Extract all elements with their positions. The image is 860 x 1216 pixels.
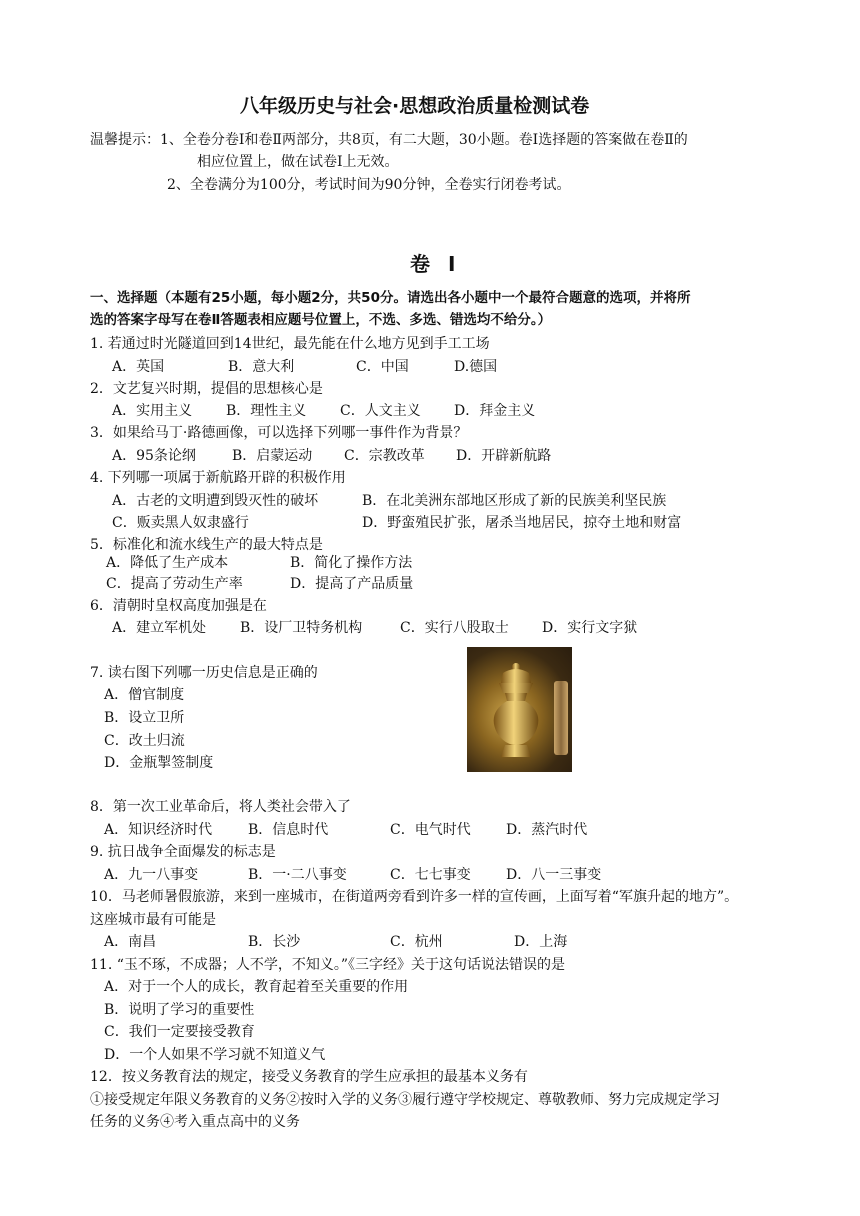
question-1-option-b: B．意大利 (228, 359, 295, 375)
question-11-option-c: C．我们一定要接受教育 (104, 1024, 255, 1040)
question-10-option-a: A．南昌 (104, 934, 157, 950)
question-5-option-c: C．提高了劳动生产率 (106, 576, 243, 592)
question-1-option-a: A．英国 (112, 359, 165, 375)
question-10-stem-2: 这座城市最有可能是 (90, 912, 216, 928)
question-6-stem: 6．清朝时皇权高度加强是在 (90, 598, 267, 614)
question-7-option-d: D．金瓶掣签制度 (104, 755, 214, 771)
question-3-stem: 3．如果给马丁·路德画像，可以选择下列哪一事件作为背景？ (90, 425, 468, 441)
tips-line-2: 相应位置上，做在试卷Ⅰ上无效。 (197, 154, 399, 170)
question-4-stem: 4. 下列哪一项属于新航路开辟的积极作用 (90, 470, 346, 486)
question-8-option-b: B．信息时代 (248, 822, 329, 838)
section-heading: 卷Ⅰ (410, 252, 474, 276)
question-6-option-a: A．建立军机处 (112, 620, 207, 636)
question-11-option-a: A．对于一个人的成长，教育起着至关重要的作用 (104, 979, 409, 995)
golden-urn-icon (485, 661, 547, 761)
question-3-option-a: A．95条论纲 (112, 448, 196, 464)
question-3-option-b: B．启蒙运动 (232, 448, 313, 464)
question-12-line-3: 任务的义务④考入重点高中的义务 (90, 1114, 300, 1130)
tips-line-1: 温馨提示：1、全卷分卷Ⅰ和卷Ⅱ两部分，共8页，有二大题，30小题。卷Ⅰ选择题的答案做在卷Ⅱ的 (90, 132, 688, 148)
question-12-stem: 12．按义务教育法的规定，接受义务教育的学生应承担的最基本义务有 (90, 1069, 528, 1085)
tips-line-3: 2、全卷满分为100分，考试时间为90分钟，全卷实行闭卷考试。 (167, 177, 571, 193)
instructions-line-1: 一、选择题（本题有25小题，每小题2分，共50分。请选出各小题中一个最符合题意的选项，并将所 (90, 290, 691, 306)
question-10-stem-1: 10．马老师暑假旅游，来到一座城市，在街道两旁看到许多一样的宣传画，上面写着“军旗升起的地方”。 (90, 889, 739, 905)
question-4-option-a: A．古老的文明遭到毁灭性的破坏 (112, 493, 319, 509)
question-5-option-b: B．简化了操作方法 (290, 555, 413, 571)
question-5-stem: 5．标准化和流水线生产的最大特点是 (90, 537, 323, 553)
question-8-option-c: C．电气时代 (390, 822, 471, 838)
golden-urn-image (467, 647, 572, 772)
question-2-option-d: D．拜金主义 (454, 403, 536, 419)
question-12-line-2: ①接受规定年限义务教育的义务②按时入学的义务③履行遵守学校规定、尊敬教师、努力完成规定学习 (90, 1092, 720, 1108)
question-9-option-d: D．八一三事变 (506, 867, 602, 883)
question-1-option-c: C．中国 (356, 359, 409, 375)
question-11-option-d: D．一个人如果不学习就不知道义气 (104, 1047, 326, 1063)
question-7-option-a: A．僧官制度 (104, 687, 185, 703)
question-6-option-c: C．实行八股取士 (400, 620, 509, 636)
question-10-option-d: D．上海 (514, 934, 568, 950)
question-9-option-c: C．七七事变 (390, 867, 471, 883)
question-2-option-b: B．理性主义 (226, 403, 307, 419)
question-6-option-d: D．实行文字狱 (542, 620, 638, 636)
question-2-option-a: A．实用主义 (112, 403, 193, 419)
question-7-option-c: C．改土归流 (104, 733, 185, 749)
question-10-option-c: C．杭州 (390, 934, 443, 950)
question-4-option-b: B．在北美洲东部地区形成了新的民族美利坚民族 (362, 493, 667, 509)
question-3-option-d: D．开辟新航路 (456, 448, 552, 464)
question-1-option-d: D.德国 (454, 359, 498, 375)
question-5-option-d: D．提高了产品质量 (290, 576, 414, 592)
question-9-option-a: A．九一八事变 (104, 867, 199, 883)
divination-sticks (554, 681, 568, 755)
page-title: 八年级历史与社会·思想政治质量检测试卷 (240, 95, 590, 117)
question-2-option-c: C．人文主义 (340, 403, 421, 419)
question-8-option-d: D．蒸汽时代 (506, 822, 588, 838)
question-9-option-b: B．一·二八事变 (248, 867, 347, 883)
question-11-stem: 11. “玉不琢，不成器；人不学，不知义。”《三字经》关于这句话说法错误的是 (90, 957, 566, 973)
question-3-option-c: C．宗教改革 (344, 448, 425, 464)
question-10-option-b: B．长沙 (248, 934, 301, 950)
question-4-option-d: D．野蛮殖民扩张，屠杀当地居民，掠夺土地和财富 (362, 515, 682, 531)
instructions-line-2: 选的答案字母写在卷Ⅱ答题表相应题号位置上，不选、多选、错选均不给分。） (90, 312, 552, 328)
question-11-option-b: B．说明了学习的重要性 (104, 1002, 255, 1018)
question-4-option-c: C．贩卖黑人奴隶盛行 (112, 515, 249, 531)
question-7-stem: 7. 读右图下列哪一历史信息是正确的 (90, 665, 318, 681)
question-5-option-a: A．降低了生产成本 (106, 555, 229, 571)
question-7-option-b: B．设立卫所 (104, 710, 185, 726)
question-9-stem: 9. 抗日战争全面爆发的标志是 (90, 844, 276, 860)
question-8-option-a: A．知识经济时代 (104, 822, 213, 838)
question-2-stem: 2．文艺复兴时期，提倡的思想核心是 (90, 381, 323, 397)
question-1-stem: 1. 若通过时光隧道回到14世纪，最先能在什么地方见到手工工场 (90, 336, 490, 352)
question-8-stem: 8．第一次工业革命后，将人类社会带入了 (90, 799, 351, 815)
question-6-option-b: B．设厂卫特务机构 (240, 620, 363, 636)
